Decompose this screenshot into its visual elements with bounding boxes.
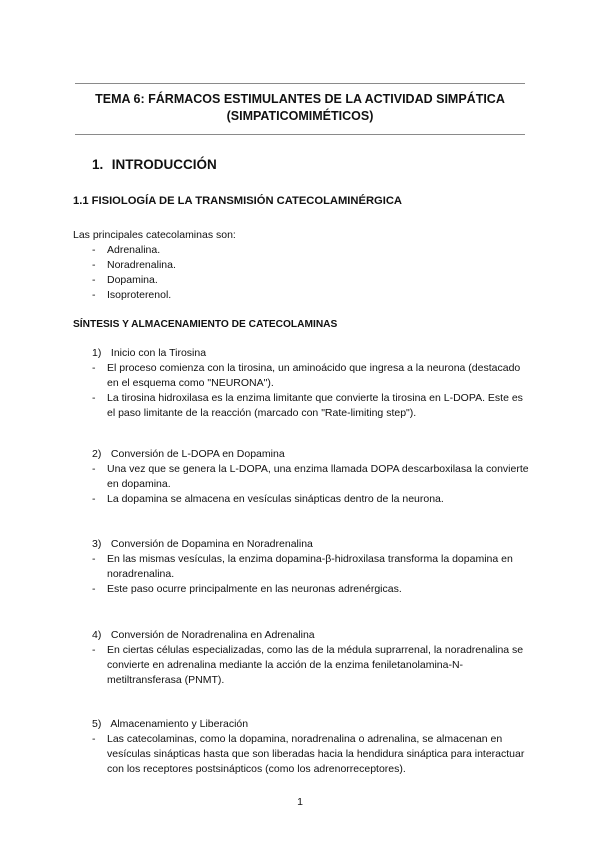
step-bullet: - La dopamina se almacena en vesículas sinápticas dentro de la neurona. bbox=[92, 493, 444, 505]
step-title: 2) Conversión de L-DOPA en Dopamina bbox=[92, 448, 285, 460]
bullet-marker: - bbox=[92, 289, 96, 301]
bullet-marker: - bbox=[92, 644, 96, 656]
section-heading bbox=[92, 157, 217, 172]
step-bullet: - Una vez que se genera la L-DOPA, una enzima llamada DOPA descarboxilasa la convierte en dopamina. bbox=[92, 463, 529, 490]
bullet-marker: - bbox=[92, 259, 96, 271]
intro-paragraph: Las principales catecolaminas son: bbox=[73, 229, 236, 241]
page-number: 1 bbox=[297, 796, 303, 808]
step-title: 1) Inicio con la Tirosina bbox=[92, 347, 207, 359]
title-line-1: TEMA 6: FÁRMACOS ESTIMULANTES DE LA ACTIVIDAD SIMPÁTICA bbox=[95, 92, 505, 106]
step-title: 3) Conversión de Dopamina en Noradrenalina bbox=[92, 538, 313, 550]
bullet-marker: - bbox=[92, 362, 96, 374]
bottom-rule bbox=[75, 134, 525, 135]
list-item: - Noradrenalina. bbox=[92, 259, 176, 271]
top-rule bbox=[75, 83, 525, 84]
document-title bbox=[75, 91, 525, 125]
step-bullet: - Este paso ocurre principalmente en las neuronas adrenérgicas. bbox=[92, 583, 402, 595]
bullet-marker: - bbox=[92, 583, 96, 595]
list-item: - Adrenalina. bbox=[92, 244, 161, 256]
bullet-marker: - bbox=[92, 493, 96, 505]
list-item: - Isoproterenol. bbox=[92, 289, 172, 301]
synthesis-heading: SÍNTESIS Y ALMACENAMIENTO DE CATECOLAMINAS bbox=[73, 319, 338, 330]
bullet-marker: - bbox=[92, 553, 96, 565]
bullet-marker: - bbox=[92, 463, 96, 475]
title-line-2: (SIMPATICOMIMÉTICOS) bbox=[226, 109, 374, 123]
subsection-heading: 1.1 FISIOLOGÍA DE LA TRANSMISIÓN CATECOLAMINÉRGICA bbox=[73, 195, 403, 207]
bullet-marker: - bbox=[92, 244, 96, 256]
section-number: 1. bbox=[92, 157, 104, 172]
step-bullet: - La tirosina hidroxilasa es la enzima limitante que convierte la tirosina en L-DOPA. Este es el paso limitante de la reacción (marcado con "Rate-limiting step"). bbox=[92, 392, 523, 419]
step-title: 4) Conversión de Noradrenalina en Adrenalina bbox=[92, 629, 315, 641]
bullet-marker: - bbox=[92, 392, 96, 404]
bullet-marker: - bbox=[92, 733, 96, 745]
section-label: INTRODUCCIÓN bbox=[111, 157, 217, 172]
step-bullet: - En las mismas vesículas, la enzima dopamina-β-hidroxilasa transforma la dopamina en noradrenalina. bbox=[92, 553, 513, 580]
list-item: - Dopamina. bbox=[92, 274, 158, 286]
step-bullet: - En ciertas células especializadas, como las de la médula suprarrenal, la noradrenalina se convierte en adrenalina mediante la acción de la enzima feniletanolamina-N-metiltransferasa (PNMT). bbox=[92, 644, 524, 686]
bullet-marker: - bbox=[92, 274, 96, 286]
step-title: 5) Almacenamiento y Liberación bbox=[92, 718, 249, 730]
step-bullet: - Las catecolaminas, como la dopamina, noradrenalina o adrenalina, se almacenan en vesículas sinápticas hasta que son liberadas hacia la hendidura sináptica para interactuar con los receptores postsinápticos (como los adrenorreceptores). bbox=[92, 733, 525, 775]
step-bullet: - El proceso comienza con la tirosina, un aminoácido que ingresa a la neurona (destacado en el esquema como "NEURONA"). bbox=[92, 362, 521, 389]
